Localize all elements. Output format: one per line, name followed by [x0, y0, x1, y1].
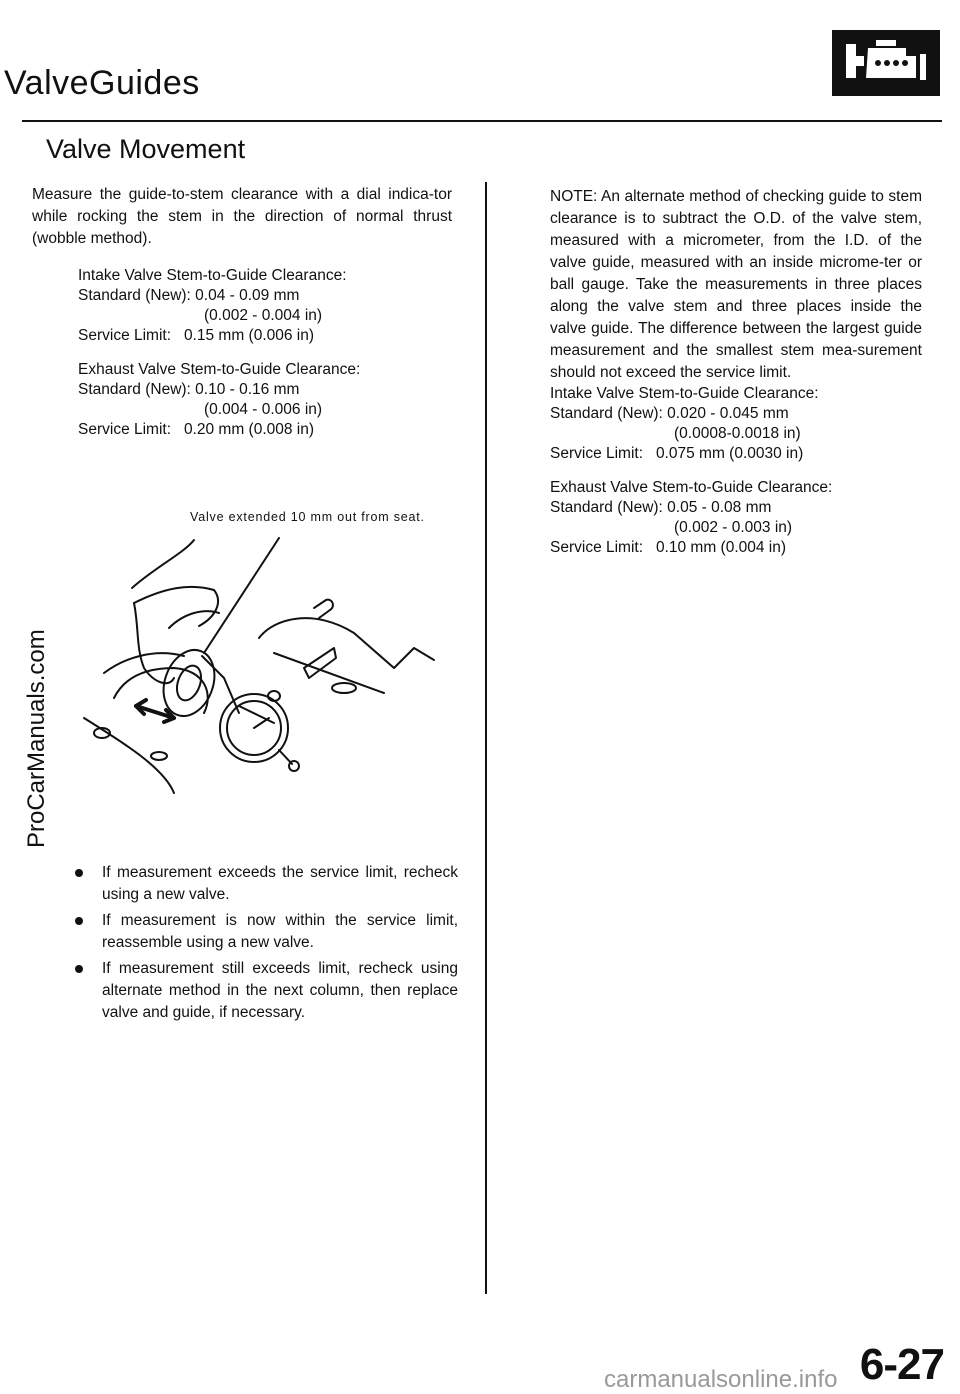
page-title: ValveGuides: [4, 64, 200, 102]
intake-limit: Service Limit: 0.15 mm (0.006 in): [78, 327, 315, 344]
page-number: 6-27: [859, 1340, 944, 1389]
list-item: [74, 958, 458, 1024]
intro-paragraph: Measure the guide-to-stem clearance with a dial indica-tor while rocking the stem in the direction of normal thrust (wobble method).: [32, 186, 452, 247]
alt-intake-limit: Service Limit: 0.075 mm (0.0030 in): [550, 445, 804, 462]
alt-exhaust-heading: Exhaust Valve Stem-to-Guide Clearance:: [550, 479, 833, 496]
footer-watermark: carmanualsonline.info: [604, 1366, 838, 1393]
list-item: [74, 862, 458, 906]
alt-intake-standard: Standard (New): 0.020 - 0.045 mm: [550, 405, 789, 422]
bullet-list: [74, 862, 458, 1028]
bullet-text: If measurement exceeds the service limit, recheck using a new valve.: [102, 864, 458, 903]
alt-intake-standard-in: (0.0008-0.0018 in): [674, 425, 801, 442]
watermark: [18, 560, 54, 850]
intake-standard-in: (0.002 - 0.004 in): [204, 307, 323, 324]
intake-heading: Intake Valve Stem-to-Guide Clearance:: [78, 267, 347, 284]
bullet-text: If measurement still exceeds limit, recheck using alternate method in the next column, then replace valve and guide, if necessary.: [102, 960, 458, 1021]
right-spec-block: [550, 384, 922, 558]
watermark-text: ProCarManuals.com: [23, 629, 50, 848]
engine-icon: [832, 30, 940, 96]
bullet-icon: [75, 917, 83, 925]
section-title: Valve Movement: [46, 134, 246, 164]
alt-intake-heading: Intake Valve Stem-to-Guide Clearance:: [550, 385, 819, 402]
bullet-icon: [75, 869, 83, 877]
column-divider: [485, 182, 487, 1294]
alt-exhaust-limit: Service Limit: 0.10 mm (0.004 in): [550, 539, 787, 556]
exhaust-standard: Standard (New): 0.10 - 0.16 mm: [78, 381, 300, 398]
left-spec-block: [78, 266, 458, 440]
exhaust-standard-in: (0.004 - 0.006 in): [204, 401, 323, 418]
list-item: [74, 910, 458, 954]
exhaust-limit: Service Limit: 0.20 mm (0.008 in): [78, 421, 315, 438]
alt-exhaust-standard-in: (0.002 - 0.003 in): [674, 519, 793, 536]
note-paragraph: NOTE: An alternate method of checking guide to stem clearance is to subtract the O.D. of the valve stem, measured with a micrometer, from the I.D. of the valve guide, measured with an inside microme-ter or ball gauge. Take the measurements in three places along the valve stem and three places inside the valve guide. The difference between the largest guide measurement and the smallest stem mea-surement should not exceed the service limit.: [550, 188, 922, 381]
exhaust-heading: Exhaust Valve Stem-to-Guide Clearance:: [78, 361, 361, 378]
figure-caption: Valve extended 10 mm out from seat.: [190, 510, 425, 524]
intake-standard: Standard (New): 0.04 - 0.09 mm: [78, 287, 300, 304]
header-rule: [22, 120, 942, 122]
alt-exhaust-standard: Standard (New): 0.05 - 0.08 mm: [550, 499, 772, 516]
bullet-text: If measurement is now within the service limit, reassemble using a new valve.: [102, 912, 458, 951]
dial-indicator-illustration: [74, 528, 454, 808]
bullet-icon: [75, 965, 83, 973]
